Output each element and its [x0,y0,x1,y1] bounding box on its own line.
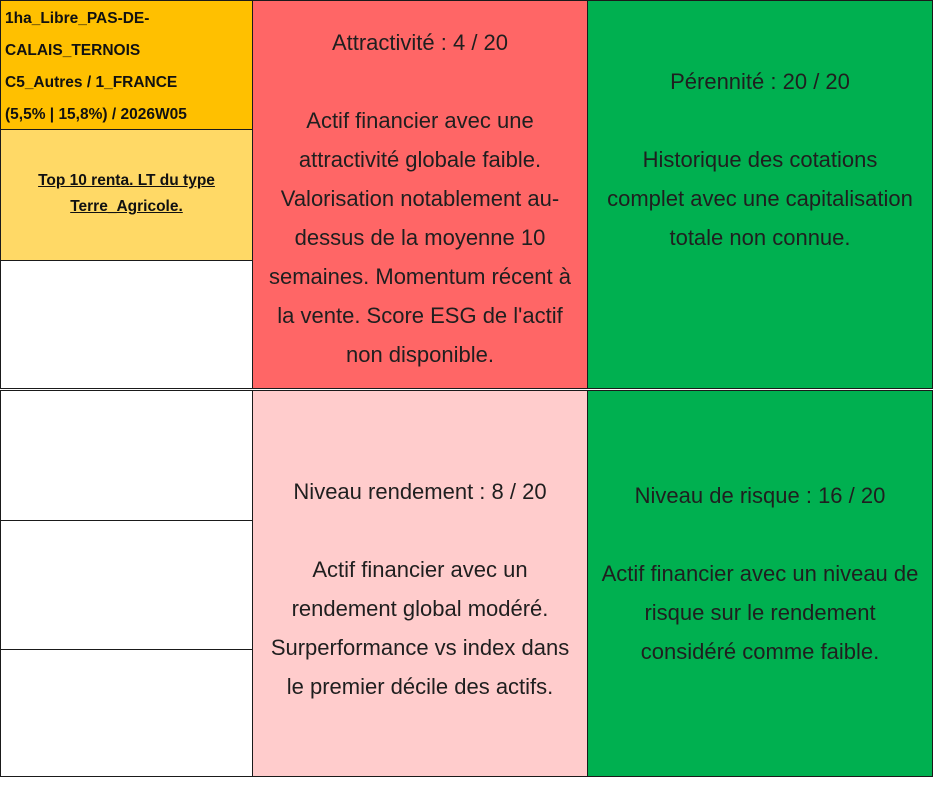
empty-cell-3 [0,520,253,650]
ranking-subtitle-line-1: Top 10 renta. LT du type [38,172,215,189]
asset-title-line-3: C5_Autres / 1_FRANCE [5,74,178,91]
attractivite-heading: Attractivité : 4 / 20 [331,30,509,55]
risque-text-1: Actif financier avec un niveau de [601,561,919,586]
rendement-text-1: Actif financier avec un [312,556,528,582]
risque-text-2: risque sur le rendement [644,600,876,625]
ranking-subtitle-cell [0,129,253,261]
risque-cell [587,390,933,777]
attractivite-text-2: attractivité globale faible. [298,147,542,172]
perennite-heading: Pérennité : 20 / 20 [670,69,850,94]
risque-heading: Niveau de risque : 16 / 20 [634,483,886,508]
rendement-text-4: le premier décile des actifs. [286,673,554,699]
rendement-cell [252,390,588,777]
perennite-text-3: totale non connue. [669,225,851,250]
rendement-text-3: Surperformance vs index dans [270,634,570,660]
empty-cell-4 [0,649,253,777]
attractivite-text-5: semaines. Momentum récent à [268,264,572,289]
attractivite-text-3: Valorisation notablement au- [280,186,560,211]
empty-cell-2 [0,390,253,521]
empty-cell-1 [0,260,253,389]
asset-title-line-1: 1ha_Libre_PAS-DE- [5,10,150,27]
perennite-text-1: Historique des cotations [642,147,878,172]
risque-text-3: considéré comme faible. [640,639,880,664]
attractivite-text-4: dessus de la moyenne 10 [294,225,546,250]
perennite-cell [587,0,933,389]
attractivite-text-1: Actif financier avec une [306,108,534,133]
attractivite-text-7: non disponible. [345,342,494,367]
ranking-subtitle-line-2: Terre_Agricole. [70,198,183,215]
asset-title-line-2: CALAIS_TERNOIS [5,42,141,59]
attractivite-text-6: la vente. Score ESG de l'actif [277,303,563,328]
perennite-text-2: complet avec une capitalisation [607,186,913,211]
rendement-text-2: rendement global modéré. [291,595,549,621]
attractivite-cell [252,0,588,389]
asset-title-line-4: (5,5% | 15,8%) / 2026W05 [5,106,187,123]
asset-title-cell [0,0,253,130]
rendement-heading: Niveau rendement : 8 / 20 [293,478,547,504]
